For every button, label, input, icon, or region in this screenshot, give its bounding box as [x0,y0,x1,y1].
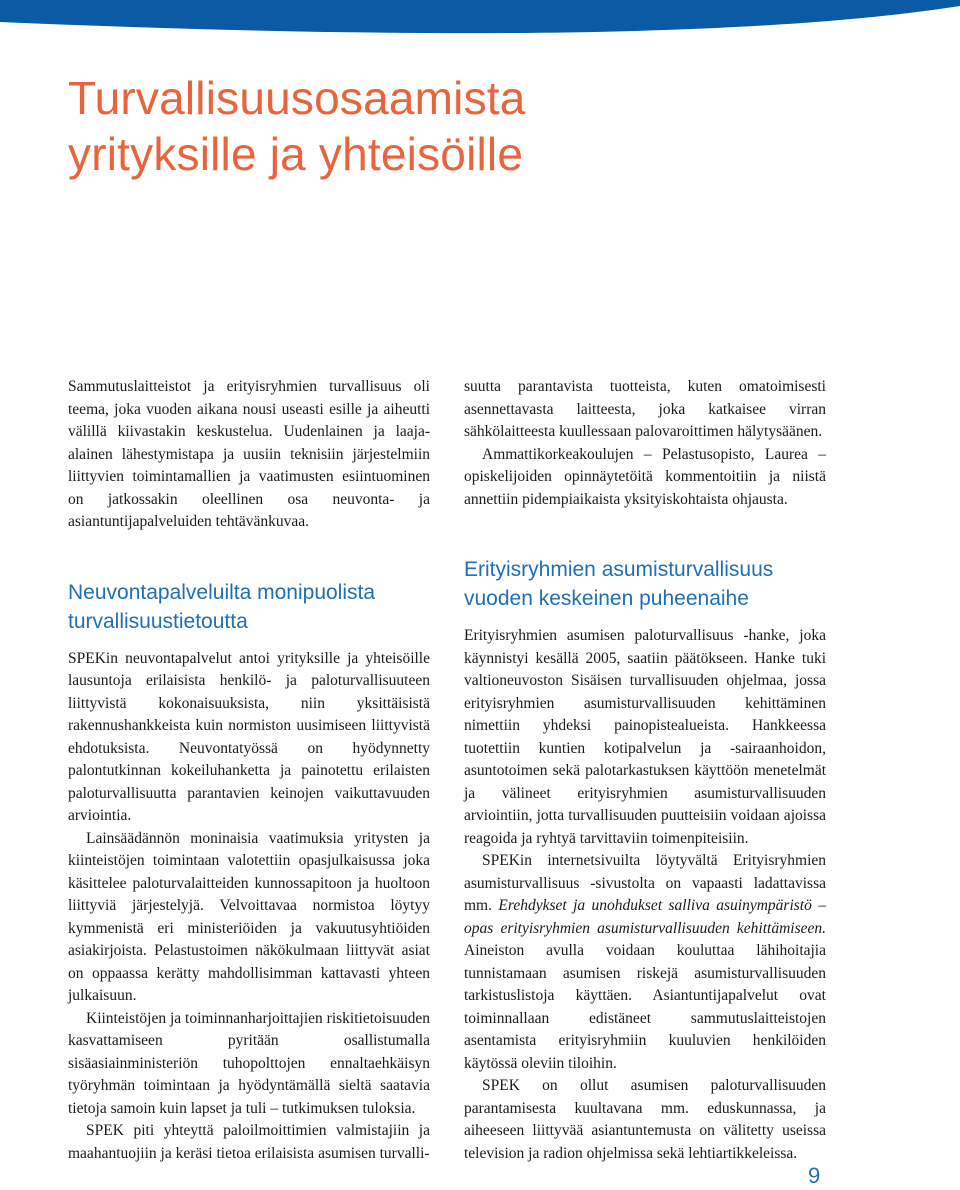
section-heading-line-2: turvallisuustietoutta [68,609,248,633]
body-paragraph: SPEK on ollut asumisen paloturvallisuuden parantamisesta kuultavana mm. eduskunnassa, ja aiheeseen liittyvää asiantuntemusta on välitetty useissa television ja radion ohjelmissa sekä lehtiartikkeleissa. [464,1077,826,1162]
section-heading-line-2: vuoden keskeinen puheenaihe [464,587,749,610]
section-heading-line-1: Neuvontapalveluilta monipuolista [68,580,376,604]
top-decorative-band [0,0,960,40]
body-paragraph: SPEKin neuvontapalvelut antoi yrityksille ja yhteisöille lausuntoja erilaisista henkilö- ja paloturvallisuuteen liittyvistä kokonaisuuksista, niin yksittäisistä rakennushankkeista kuin normiston uusimiseen liittyvistä ehdotuksista. Neuvontatyössä on hyödynnetty palontutkinnan kokeiluhanketta ja painotettu erilaisten paloturvallisuutta parantavien keinojen vaikuttavuuden arviointia. [68,649,430,824]
body-text: Aineiston avulla voidaan kouluttaa lähihoitajia tunnistamaan asumisen riskejä asumisturvallisuuden tarkistuslistoja käyttäen. Asiantuntijapalvelut ovat toiminnallaan edistäneet sammutuslaitteistojen asentamista erityisryhmiin kuuluvien henkilöiden käytössä oleviin tiloihin. [464,942,826,1072]
section-heading-line-1: Erityisryhmien asumisturvallisuus [464,558,774,581]
section-heading-neuvontapalvelut [68,578,430,636]
body-paragraph: SPEK piti yhteyttä paloilmoittimien valmistajiin ja maahantuojiin ja keräsi tietoa erilaisista asumisen turvalli- [68,1122,430,1162]
body-paragraph: Ammattikorkeakoulujen – Pelastusopisto, Laurea – opiskelijoiden opinnäytetöitä kommentoitiin ja niistä annettiin pidempiaikaista yksityiskohtaista ohjausta. [464,445,826,508]
body-paragraph: Lainsäädännön moninaisia vaatimuksia yritysten ja kiinteistöjen toimintaan valotettiin opasjulkaisussa joka käsittelee paloturvalaitteiden kunnossapitoon ja huoltoon liittyviä järjestelyjä. Velvoittavaa normistoa löytyy kymmenistä eri ministeriöiden ja vakuutusyhtiöiden asiakirjoista. Pelastustoimen näkökulmaan liittyvät asiat on oppaassa kerätty mahdollisimman kattavasti yhteen julkaisuun. [68,829,430,1004]
body-text: SPEKin internetsivuilta löytyvältä Erityisryhmien asumisturvallisuus -sivustolta on vapaasti ladattavissa mm. [464,852,826,914]
body-paragraph-continued: suutta parantavista tuotteista, kuten omatoimisesti asennettavasta laitteesta, joka katkaisee virran sähkölaitteesta kuullessaan palovaroittimen hälytysäänen. [464,378,826,440]
page-title-line-1: Turvallisuusosaamista [68,72,526,124]
body-paragraph [464,850,826,1075]
page-number: 9 [808,1163,821,1188]
right-column [464,376,826,1165]
body-paragraph: Kiinteistöjen ja toiminnanharjoittajien riskitietoisuuden kasvattamiseen pyritään osallistumalla sisäasiainministeriön tuhopolttojen ennaltaehkäisyn työryhmän toimintaan ja hyödyntämällä sieltä saatavia tietoja samoin kuin lapset ja tuli – tutkimuksen tuloksia. [68,1009,430,1117]
intro-paragraph: Sammutuslaitteistot ja erityisryhmien turvallisuus oli teema, joka vuoden aikana nousi useasti esille ja aiheutti välillä kiivastakin keskustelua. Uudenlainen ja laaja-alainen lähestymistapa ja uusiin teknisiin järjestelmiin liittyvien toimintamallien ja vaatimusten esiintuominen on jatkossakin oleellinen osa neuvonta- ja asiantuntijapalveluiden tehtävänkuvaa. [68,378,430,530]
body-paragraph: Erityisryhmien asumisen paloturvallisuus -hanke, joka käynnistyi kesällä 2005, saatiin päätökseen. Hanke tuki valtioneuvoston Sisäisen turvallisuuden ohjelmaa, jossa erityisryhmien asumisturvallisuuden kehittäminen nimettiin yhdeksi painopistealueista. Hankkeessa tuotettiin kuntien kotipalvelun ja -sairaanhoidon, asuntotoimen sekä palotarkastuksen käyttöön menetelmät ja välineet erityisryhmien asumisturvallisuuden arviointiin, jotta turvallisuuden puutteisiin voidaan ajoissa reagoida ja ryhtyä tarvittaviin toimenpiteisiin. [464,627,826,847]
page-title [68,70,526,182]
page-title-line-2: yrityksille ja yhteisöille [68,128,524,180]
section-heading-erityisryhmat [464,555,826,613]
left-column [68,376,430,1165]
publication-title: Erehdykset ja unohdukset salliva asuinympäristö – opas erityisryhmien asumisturvallisuuden kehittämiseen. [464,897,826,937]
